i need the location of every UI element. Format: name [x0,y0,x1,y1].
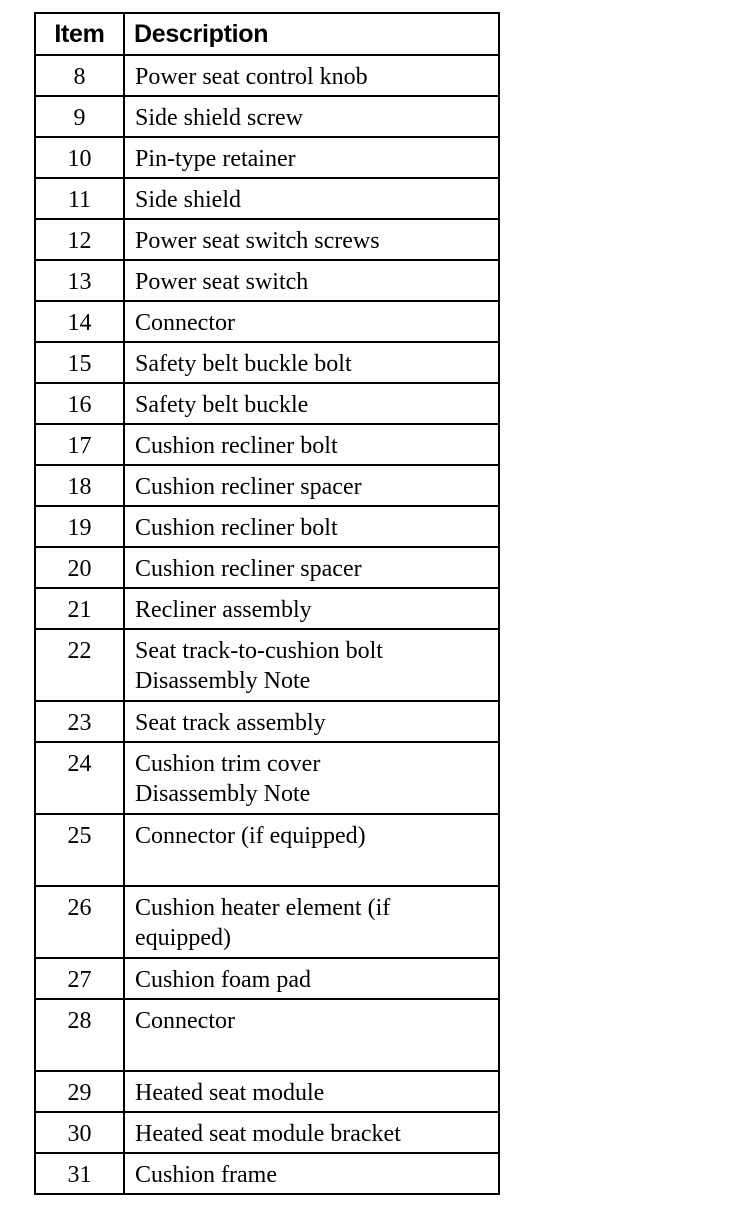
table-row [35,137,499,178]
table-row [35,547,499,588]
item-number: 16 [35,383,124,424]
description-line: Cushion frame [135,1162,277,1188]
item-description [124,260,499,301]
description-line [135,851,498,881]
description-line: Safety belt buckle [135,392,309,418]
item-description [124,137,499,178]
table-row [35,342,499,383]
description-line: Power seat control knob [135,64,368,90]
item-description [124,178,499,219]
description-line: Connector [135,1008,235,1034]
description-line: Side shield [135,187,241,213]
table-body [35,55,499,1194]
table-row [35,814,499,886]
table-row [35,588,499,629]
table-row [35,886,499,958]
item-number: 15 [35,342,124,383]
item-description [124,742,499,814]
table-row [35,629,499,701]
table-row [35,465,499,506]
table-header [35,13,499,55]
item-description [124,886,499,958]
table-row [35,701,499,742]
description-line: Cushion heater element (if [135,895,391,921]
table-row [35,55,499,96]
item-description [124,588,499,629]
item-description [124,96,499,137]
description-line: Cushion recliner spacer [135,474,362,500]
description-line: equipped) [135,925,231,951]
item-description [124,383,499,424]
item-number: 11 [35,178,124,219]
table-row [35,1071,499,1112]
item-number: 18 [35,465,124,506]
parts-table [34,12,500,1195]
table-row [35,96,499,137]
item-number: 21 [35,588,124,629]
header-row [35,13,499,55]
description-line: Seat track assembly [135,710,326,736]
item-description [124,701,499,742]
item-description [124,301,499,342]
item-number: 25 [35,814,124,886]
description-line: Connector (if equipped) [135,823,366,849]
item-number: 17 [35,424,124,465]
table-row [35,742,499,814]
item-number: 26 [35,886,124,958]
item-number: 9 [35,96,124,137]
description-line: Cushion recliner spacer [135,556,362,582]
item-number: 19 [35,506,124,547]
description-line: Disassembly Note [135,781,311,807]
item-description [124,547,499,588]
table-row [35,260,499,301]
item-description [124,1153,499,1194]
description-line: Power seat switch screws [135,228,380,254]
table-row [35,383,499,424]
description-line: Cushion recliner bolt [135,433,338,459]
description-line: Pin-type retainer [135,146,296,172]
description-line: Connector [135,310,235,336]
description-line: Seat track-to-cushion bolt [135,638,383,664]
item-number: 30 [35,1112,124,1153]
table-row [35,999,499,1071]
item-number: 31 [35,1153,124,1194]
item-description [124,1112,499,1153]
item-number: 28 [35,999,124,1071]
item-column-header: Item [35,13,124,55]
item-description [124,1071,499,1112]
description-line: Recliner assembly [135,597,312,623]
description-line: Cushion trim cover [135,751,321,777]
item-number: 29 [35,1071,124,1112]
table-row [35,1153,499,1194]
description-line: Cushion recliner bolt [135,515,338,541]
item-description [124,342,499,383]
description-line: Heated seat module [135,1080,325,1106]
description-line [135,1036,498,1066]
description-line: Power seat switch [135,269,309,295]
item-number: 8 [35,55,124,96]
item-number: 20 [35,547,124,588]
description-line: Cushion foam pad [135,967,311,993]
description-line: Disassembly Note [135,668,311,694]
item-number: 14 [35,301,124,342]
item-number: 24 [35,742,124,814]
item-number: 23 [35,701,124,742]
item-description [124,999,499,1071]
item-description [124,629,499,701]
item-description [124,958,499,999]
table-row [35,219,499,260]
table-row [35,1112,499,1153]
item-number: 22 [35,629,124,701]
description-column-header: Description [124,13,499,55]
item-number: 13 [35,260,124,301]
item-description [124,465,499,506]
table-row [35,301,499,342]
description-line: Side shield screw [135,105,303,131]
item-description [124,55,499,96]
item-number: 27 [35,958,124,999]
item-number: 12 [35,219,124,260]
table-row [35,178,499,219]
table-row [35,506,499,547]
item-description [124,219,499,260]
table-row [35,424,499,465]
item-description [124,814,499,886]
item-description [124,506,499,547]
table-row [35,958,499,999]
description-line: Heated seat module bracket [135,1121,401,1147]
item-description [124,424,499,465]
item-number: 10 [35,137,124,178]
description-line: Safety belt buckle bolt [135,351,352,377]
